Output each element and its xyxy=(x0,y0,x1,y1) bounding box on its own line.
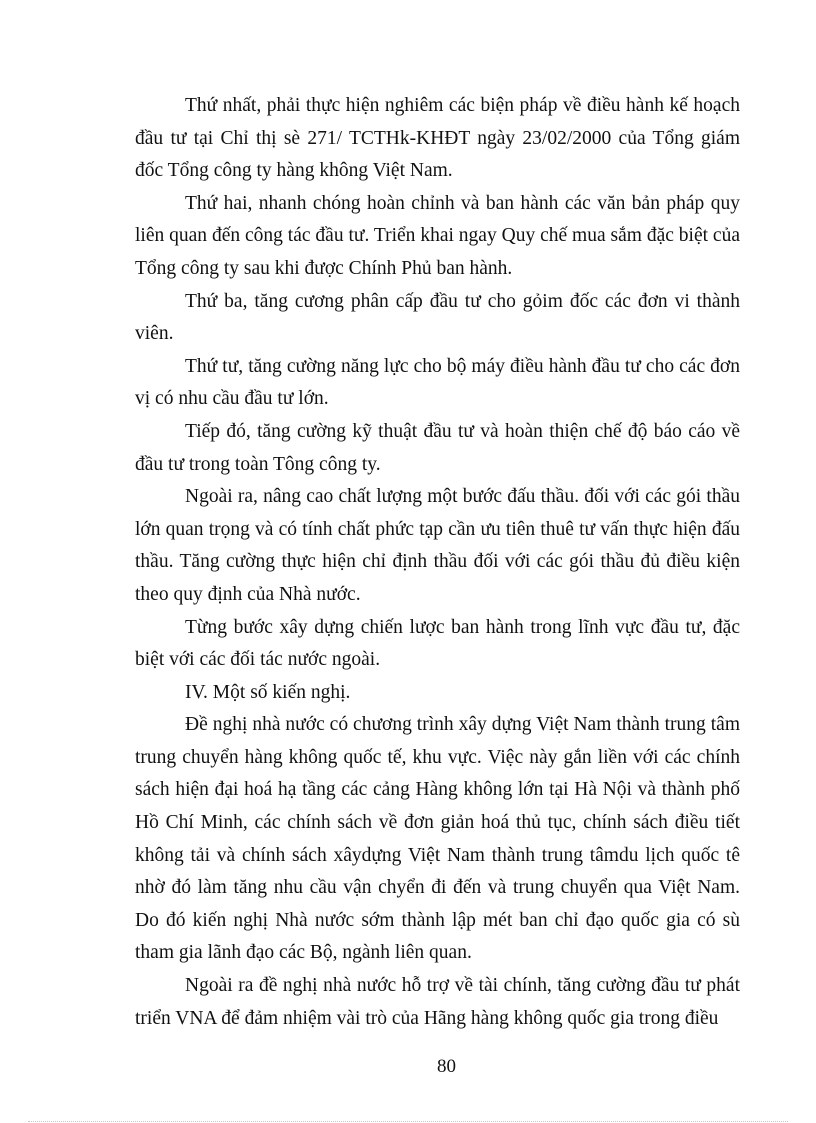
page-number: 80 xyxy=(437,1056,456,1077)
paragraph-bidding-quality: Ngoài ra, nâng cao chất lượng một bước đấu thầu. đối với các gói thầu lớn quan trọng và có tính chất phức tạp cần ưu tiên thuê tư vấn thực hiện đấu thầu. Tăng cường thực hiện chỉ định thầu đối với các gói thầu đủ điều kiện theo quy định của Nhà nước. xyxy=(135,486,740,605)
paragraph-recommendation-finance: Ngoài ra đề nghị nhà nước hỗ trợ về tài chính, tăng cường đầu tư phát triển VNA để đảm nhiệm vài trò của Hãng hàng không quốc gia trong điều xyxy=(135,975,740,1029)
paragraph-fourth-measure: Thứ tư, tăng cường năng lực cho bộ máy điều hành đầu tư cho các đơn vị có nhu cầu đầu tư lớn. xyxy=(135,355,740,410)
paragraph-first-measure: Thứ nhất, phải thực hiện nghiêm các biện pháp về điều hành kế hoạch đầu tư tại Chỉ thị sè 271/ TCTHk-KHĐT ngày 23/02/2000 của Tổng giám đốc Tổng công ty hàng không Việt Nam. xyxy=(135,95,740,182)
paragraph-strategy: Từng bước xây dựng chiến lược ban hành trong lĩnh vực đầu tư, đặc biệt với các đối tác nước ngoài. xyxy=(135,616,740,671)
paragraph-recommendation-hub: Đề nghị nhà nước có chương trình xây dựng Việt Nam thành trung tâm trung chuyển hàng không quốc tế, khu vực. Việc này gắn liền với các chính sách hiện đại hoá hạ tầng các cảng Hàng không lớn tại Hà Nội và thành phố Hồ Chí Minh, các chính sách về đơn giản hoá thủ tục, chính sách điều tiết không tải và chính sách xâydựng Việt Nam thành trung tâmdu lịch quốc tê nhờ đó làm tăng nhu cầu vận chyển đi đến và trung chuyển qua Việt Nam. Do đó kiến nghị Nhà nước sớm thành lập mét ban chỉ đạo quốc gia có sù tham gia lãnh đạo các Bộ, ngành liên quan. xyxy=(135,714,740,964)
paragraph-third-measure: Thứ ba, tăng cương phân cấp đầu tư cho gỏim đốc các đơn vi thành viên. xyxy=(135,290,740,345)
page-body xyxy=(135,90,740,1035)
page-bottom-divider xyxy=(28,1121,788,1122)
section-heading: IV. Một số kiến nghị. xyxy=(185,681,351,703)
paragraph-investment-technique: Tiếp đó, tăng cường kỹ thuật đầu tư và hoàn thiện chế độ báo cáo về đầu tư trong toàn Tông công ty. xyxy=(135,420,740,475)
paragraph-second-measure: Thứ hai, nhanh chóng hoàn chỉnh và ban hành các văn bản pháp quy liên quan đến công tác đầu tư. Triển khai ngay Quy chế mua sắm đặc biệt của Tổng công ty sau khi được Chính Phủ ban hành. xyxy=(135,192,740,279)
